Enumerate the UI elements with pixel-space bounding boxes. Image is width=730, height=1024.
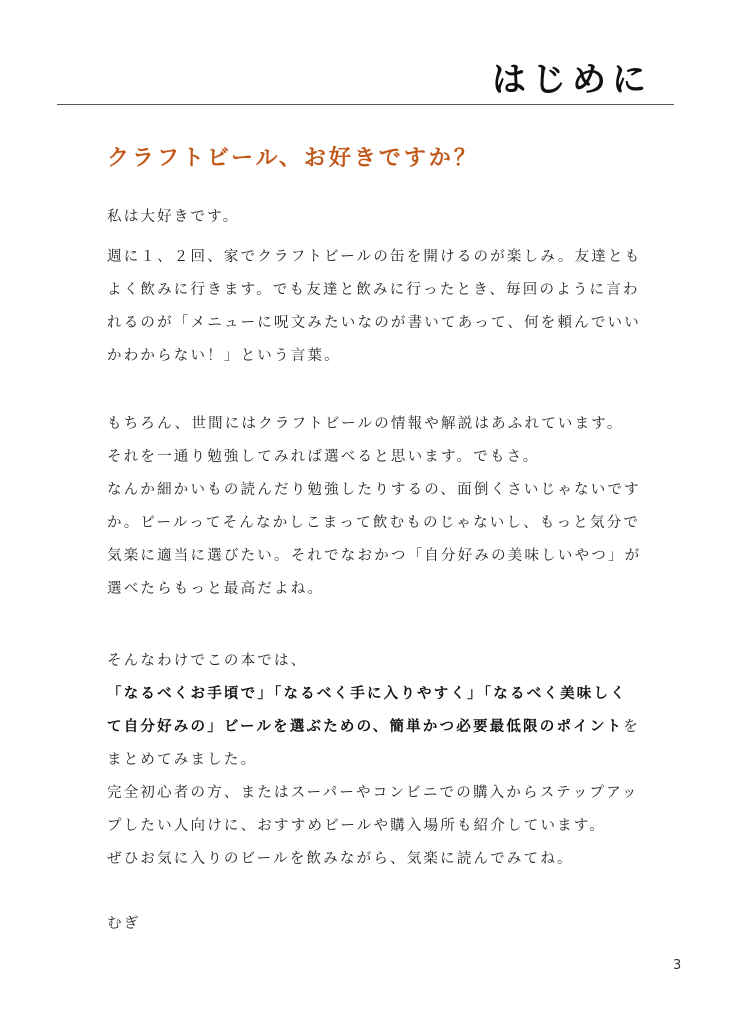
chapter-title: はじめに	[492, 60, 652, 100]
paragraph-friends	[107, 241, 652, 373]
text-line: かわからない！」という言葉。	[107, 348, 341, 364]
signature-text: むぎ	[107, 916, 141, 932]
text-line: なんか細かいもの読んだり勉強したりするの、面倒くさいじゃないです	[107, 482, 641, 498]
text-line: 気楽に適当に選びたい。それでなおかつ「自分好みの美味しいやつ」が	[107, 548, 642, 564]
text-line: れるのが「メニューに呪文みたいなのが書いてあって、何を頼んでいい	[107, 315, 641, 331]
text-line: プしたい人向けに、おすすめビールや購入場所も紹介しています。	[107, 818, 607, 834]
text-line: ぜひお気に入りのビールを飲みながら、気楽に読んでみてね。	[107, 851, 574, 867]
text-line: よく飲みに行きます。でも友達と飲みに行ったとき、毎回のように言わ	[107, 282, 640, 298]
author-signature	[107, 908, 652, 941]
title-divider	[57, 104, 674, 105]
text-suffix: を	[623, 719, 640, 735]
section-subtitle: クラフトビール、お好きですか？	[107, 146, 479, 171]
paragraph-information	[107, 408, 652, 606]
page-number: 3	[673, 958, 682, 973]
paragraph-book-purpose	[107, 645, 652, 876]
text-line: まとめてみました。	[107, 752, 258, 768]
text-line: もちろん、世間にはクラフトビールの情報や解説はあふれています。	[107, 416, 624, 432]
text-line: か。ビールってそんなかしこまって飲むものじゃないし、もっと気分で	[107, 515, 641, 531]
paragraph-intro	[107, 201, 652, 234]
emphasis-line: 「なるべくお手頃で」「なるべく手に入りやすく」「なるべく美味しく	[107, 686, 627, 702]
text-line: そんなわけでこの本では、	[107, 653, 308, 669]
emphasis-text: て自分好みの」ビールを選ぶための、簡単かつ必要最低限のポイント	[107, 719, 624, 735]
text-line: 私は大好きです。	[107, 209, 240, 225]
text-line: 週に１、２回、家でクラフトビールの缶を開けるのが楽しみ。友達とも	[107, 249, 642, 265]
text-line: 完全初心者の方、またはスーパーやコンビニでの購入からステップアッ	[107, 785, 639, 801]
text-line: それを一通り勉強してみれば選べると思います。でもさ。	[107, 449, 540, 465]
text-line: 選べたらもっと最高だよね。	[107, 581, 325, 597]
text-line-mixed	[107, 711, 652, 744]
